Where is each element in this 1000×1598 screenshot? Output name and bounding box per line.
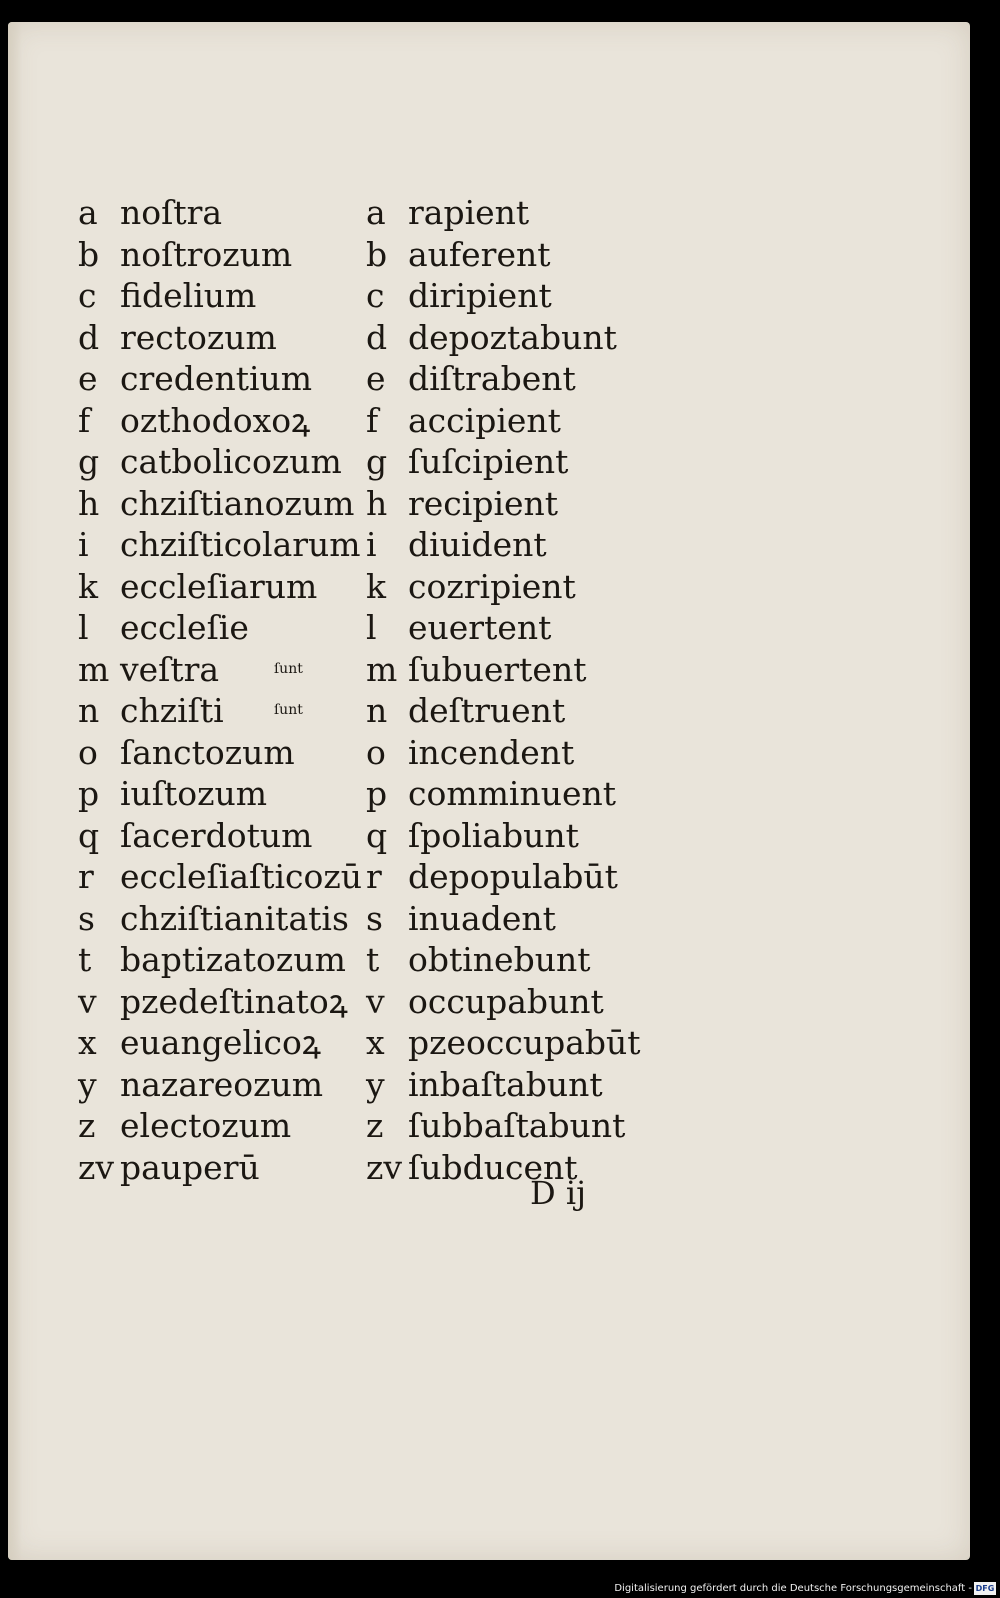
letter-right: d [366,317,388,357]
word-left: catbolicozum [120,442,342,481]
word-right: occupabunt [408,981,604,1021]
word-left: euangelicoꝝ [120,1023,321,1062]
table-row [78,981,678,1023]
letter-right: zv [366,1147,403,1187]
word-left: ozthodoxoꝝ [120,400,311,440]
word-left: chziſtianitatis [120,898,349,938]
letter-right: g [366,442,388,481]
word-table [78,192,678,1188]
word-right: accipient [408,400,561,440]
word-right: incendent [408,732,575,772]
word-left: iuſtozum [120,774,268,813]
table-row [78,1064,678,1106]
table-row [78,275,678,317]
signature-mark: D ij [530,1174,586,1212]
word-right: ſubuertent [408,649,587,689]
word-left: noſtra [120,193,223,232]
marginal-note: ſunt [274,660,303,677]
letter-right: f [366,400,379,440]
table-row [78,898,678,940]
letter-right: p [366,774,388,813]
letter-right: h [366,483,388,523]
word-left: electozum [120,1106,292,1145]
letter-left: n [78,691,100,730]
word-right: ſubbaſtabunt [408,1106,626,1145]
letter-left: y [78,1064,97,1104]
word-right: inuadent [408,898,556,938]
word-left: ſacerdotum [120,815,313,855]
letter-left: c [78,276,97,315]
word-right: auferent [408,234,551,274]
letter-left: s [78,898,95,938]
letter-left: k [78,566,98,606]
letter-right: r [366,857,382,896]
table-row [78,939,678,981]
word-left: nazareozum [120,1064,324,1104]
table-row [78,234,678,276]
table-row [78,773,678,815]
table-row [78,441,678,483]
word-right: pzeoccupabūt [408,1023,641,1062]
word-right: ſubducent [408,1147,578,1187]
letter-right: e [366,359,386,398]
letter-right: l [366,608,377,647]
table-row [78,1022,678,1064]
word-right: comminuent [408,774,617,813]
table-row [78,483,678,525]
book-page [8,22,970,1560]
letter-right: m [366,649,398,689]
table-row [78,1147,678,1189]
letter-right: z [366,1106,384,1145]
letter-right: y [366,1064,385,1104]
dfg-logo: DFG [975,1584,995,1593]
letter-left: g [78,442,100,481]
marginal-note: ſunt [274,702,303,718]
word-right: diſtrabent [408,359,576,398]
table-row [78,192,678,234]
table-row [78,317,678,359]
word-left: pzedeſtinatoꝝ [120,981,348,1021]
word-left: fidelium [120,276,257,315]
letter-right: t [366,940,380,979]
letter-left: zv [78,1147,115,1187]
word-right: diripient [408,276,552,315]
word-left: eccleſie [120,608,249,647]
letter-left: d [78,317,100,357]
word-left: pauperū [120,1147,260,1187]
table-row [78,690,678,732]
table-row [78,400,678,442]
letter-right: n [366,691,388,730]
letter-right: s [366,898,383,938]
letter-left: e [78,359,98,398]
table-row [78,358,678,400]
word-right: ſpoliabunt [408,815,579,855]
letter-left: r [78,857,94,896]
letter-left: f [78,400,91,440]
letter-left: v [78,981,97,1021]
table-row [78,566,678,608]
word-right: diuident [408,525,547,564]
letter-left: x [78,1023,97,1062]
letter-right: k [366,566,386,606]
word-right: depopulabūt [408,857,618,896]
letter-left: z [78,1106,96,1145]
letter-left: o [78,732,98,772]
table-row [78,815,678,857]
word-right: inbaſtabunt [408,1064,603,1104]
word-right: deſtruent [408,691,566,730]
table-row [78,856,678,898]
letter-left: h [78,483,100,523]
word-right: rapient [408,193,530,232]
word-left: rectozum [120,317,277,357]
table-row [78,607,678,649]
letter-left: p [78,774,100,813]
letter-left: l [78,608,89,647]
letter-right: v [366,981,385,1021]
word-left: noſtrozum [120,234,293,274]
word-right: depoztabunt [408,317,617,357]
letter-right: a [366,193,386,232]
letter-left: t [78,940,92,979]
word-left: credentium [120,359,313,398]
word-right: ſuſcipient [408,442,569,481]
word-left: ſanctozum [120,732,295,772]
word-right: cozripient [408,566,576,606]
letter-right: o [366,732,386,772]
letter-right: c [366,276,385,315]
word-right: recipient [408,483,559,523]
word-right: obtinebunt [408,940,591,979]
letter-right: q [366,815,388,855]
letter-left: q [78,815,100,855]
table-row [78,524,678,566]
word-left: eccleſiarum [120,566,318,606]
letter-right: i [366,525,377,564]
table-row [78,1105,678,1147]
letter-left: a [78,193,98,232]
word-left: baptizatozum [120,940,346,979]
word-left: eccleſiaſticozū [120,857,363,896]
letter-left: m [78,649,110,689]
footer-credit: Digitalisierung gefördert durch die Deutsche Forschungsgemeinschaft - [614,1583,972,1594]
word-left: chziſticolarum [120,525,361,564]
word-right: euertent [408,608,552,647]
table-row [78,649,678,691]
word-left: chziſtianozum [120,483,355,523]
letter-left: i [78,525,89,564]
letter-left: b [78,234,100,274]
word-left: chziſti [120,691,224,730]
word-left: veſtra [120,649,220,689]
letter-right: x [366,1023,385,1062]
letter-right: b [366,234,388,274]
table-row [78,732,678,774]
